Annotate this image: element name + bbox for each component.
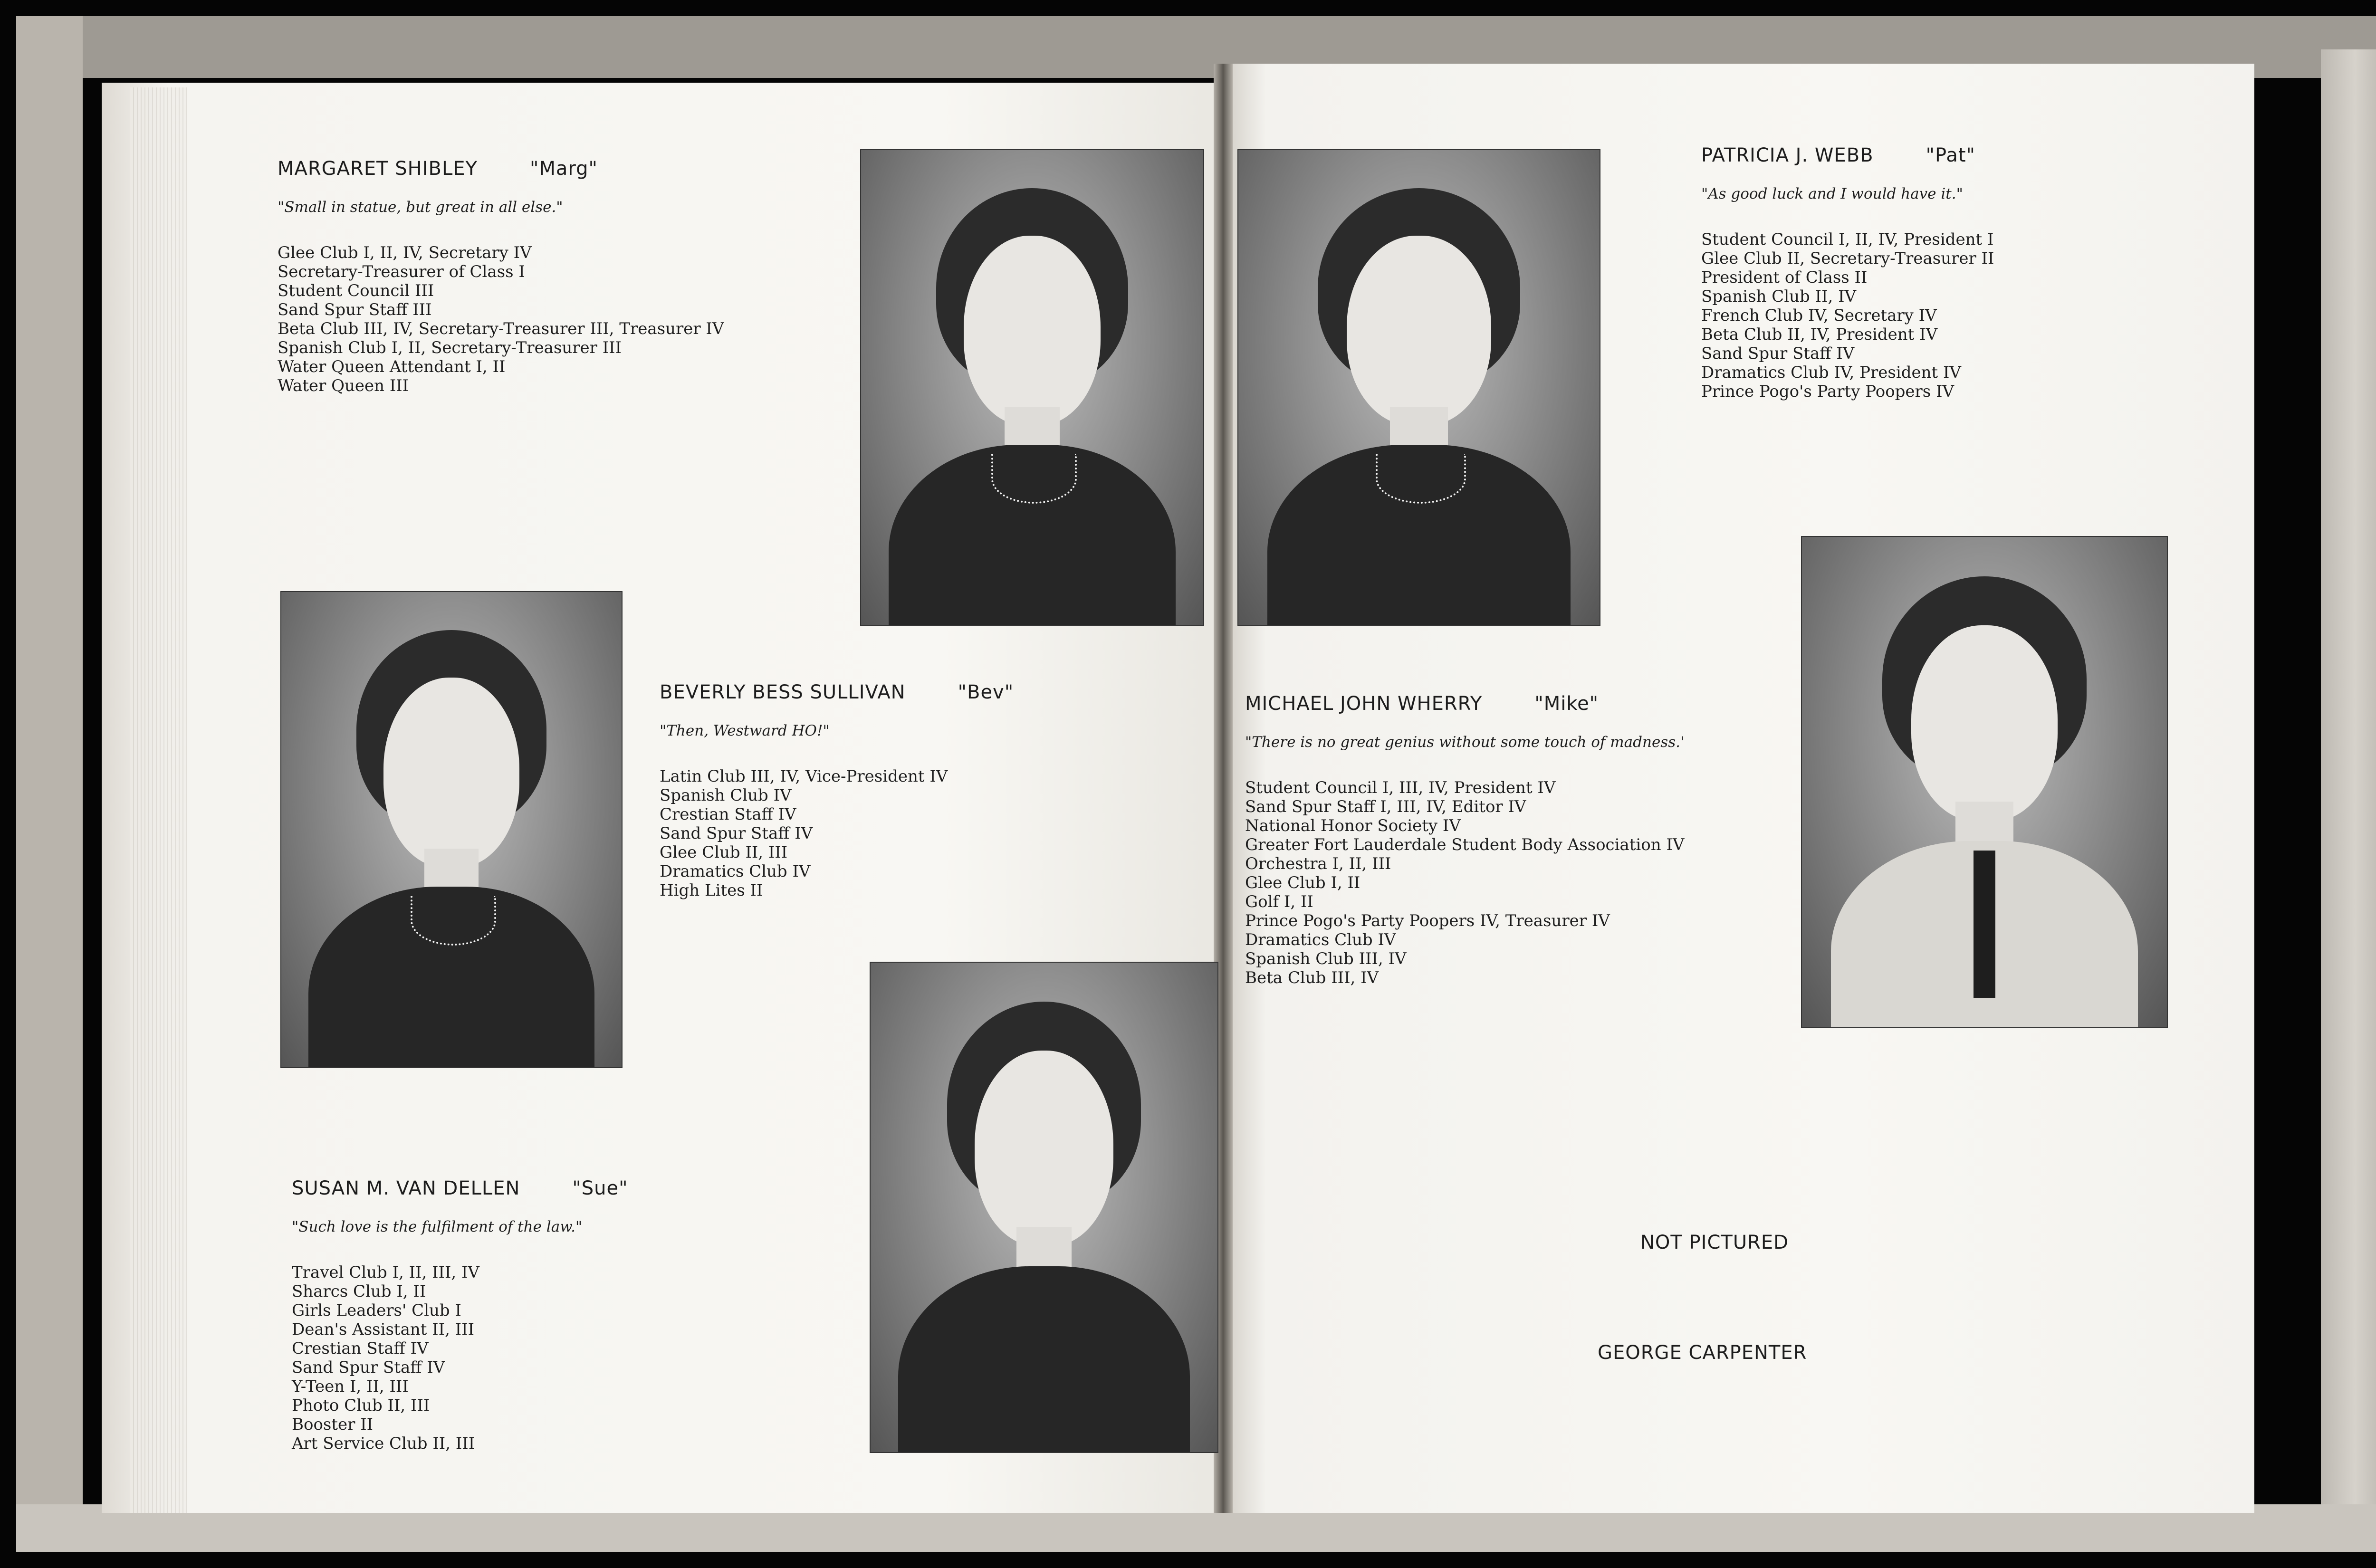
activity-item: Crestian Staff IV xyxy=(660,805,796,824)
page-edges xyxy=(130,87,187,1513)
activity-item: Crestian Staff IV xyxy=(292,1339,429,1358)
activity-item: Secretary-Treasurer of Class I xyxy=(278,262,525,281)
not-pictured-name: GEORGE CARPENTER xyxy=(1598,1342,1807,1364)
senior-nickname: "Marg" xyxy=(529,158,598,180)
portrait-photo-sullivan xyxy=(280,591,623,1068)
activity-item: Glee Club II, III xyxy=(660,843,788,862)
activity-item: Sand Spur Staff I, III, IV, Editor IV xyxy=(1245,797,1526,816)
photo-face xyxy=(975,1051,1113,1246)
activity-item: Y-Teen I, II, III xyxy=(292,1377,409,1396)
book-cover-left xyxy=(16,16,83,1552)
portrait-photo-van-dellen xyxy=(870,962,1218,1453)
activity-item: Dramatics Club IV xyxy=(660,862,811,881)
senior-entry-wherry xyxy=(1245,693,1685,987)
senior-entry-sullivan xyxy=(660,681,1014,900)
senior-name: MICHAEL JOHN WHERRY xyxy=(1245,693,1483,715)
senior-quote: "Small in statue, but great in all else." xyxy=(278,199,563,216)
senior-name-line xyxy=(1701,144,1994,166)
activity-item: Glee Club I, II, IV, Secretary IV xyxy=(278,243,532,262)
portrait-photo-shibley xyxy=(860,149,1204,626)
senior-name-line xyxy=(660,681,1014,703)
activity-list xyxy=(278,243,724,395)
photo-pearls xyxy=(991,454,1077,504)
activity-list xyxy=(1701,230,1994,401)
photo-tie xyxy=(1974,851,1995,998)
yearbook-spread xyxy=(16,16,2376,1552)
activity-item: Greater Fort Lauderdale Student Body Association IV xyxy=(1245,835,1685,854)
activity-item: High Lites II xyxy=(660,881,763,900)
activity-item: Spanish Club IV xyxy=(660,786,792,805)
senior-quote: "There is no great genius without some touch of madness.' xyxy=(1245,734,1685,751)
activity-item: Beta Club II, IV, President IV xyxy=(1701,325,1938,344)
activity-item: Sand Spur Staff IV xyxy=(1701,344,1855,363)
activity-item: Girls Leaders' Club I xyxy=(292,1301,461,1320)
activity-item: Prince Pogo's Party Poopers IV, Treasurer IV xyxy=(1245,911,1610,930)
senior-nickname: "Pat" xyxy=(1926,144,1975,166)
activity-item: Art Service Club II, III xyxy=(292,1434,475,1453)
senior-name-line xyxy=(292,1177,628,1199)
photo-face xyxy=(1347,236,1491,426)
portrait-photo-webb xyxy=(1237,149,1600,626)
senior-quote: "As good luck and I would have it." xyxy=(1701,185,1963,202)
activity-item: Student Council III xyxy=(278,281,434,300)
activity-item: Dramatics Club IV, President IV xyxy=(1701,363,1961,382)
activity-item: Student Council I, III, IV, President IV xyxy=(1245,778,1556,797)
activity-item: Spanish Club II, IV xyxy=(1701,287,1857,306)
senior-name: PATRICIA J. WEBB xyxy=(1701,144,1874,166)
activity-item: Student Council I, II, IV, President I xyxy=(1701,230,1994,249)
activity-item: Sand Spur Staff IV xyxy=(660,824,813,843)
senior-name-line xyxy=(278,158,724,180)
activity-item: Orchestra I, II, III xyxy=(1245,854,1391,873)
photo-pearls xyxy=(411,896,496,946)
senior-entry-van-dellen xyxy=(292,1177,628,1453)
activity-item: Water Queen III xyxy=(278,376,409,395)
activity-item: Spanish Club I, II, Secretary-Treasurer III xyxy=(278,338,622,357)
activity-item: French Club IV, Secretary IV xyxy=(1701,306,1937,325)
activity-item: President of Class II xyxy=(1701,268,1868,287)
senior-name-line xyxy=(1245,693,1685,715)
activity-item: Beta Club III, IV xyxy=(1245,968,1379,987)
photo-face xyxy=(1911,625,2057,822)
activity-item: Glee Club II, Secretary-Treasurer II xyxy=(1701,249,1994,268)
activity-item: Sharcs Club I, II xyxy=(292,1282,426,1301)
senior-quote: "Such love is the fulfilment of the law." xyxy=(292,1218,583,1235)
senior-entry-shibley xyxy=(278,158,724,395)
activity-list xyxy=(660,767,1014,900)
senior-nickname: "Bev" xyxy=(958,681,1014,703)
senior-entry-webb xyxy=(1701,144,1994,401)
activity-item: Sand Spur Staff III xyxy=(278,300,432,319)
senior-name: SUSAN M. VAN DELLEN xyxy=(292,1177,520,1199)
activity-item: Sand Spur Staff IV xyxy=(292,1358,445,1377)
activity-item: Photo Club II, III xyxy=(292,1396,430,1415)
photo-face xyxy=(964,236,1101,426)
activity-item: Spanish Club III, IV xyxy=(1245,949,1407,968)
photo-face xyxy=(383,678,519,868)
senior-nickname: "Sue" xyxy=(572,1177,628,1199)
not-pictured-heading: NOT PICTURED xyxy=(1640,1232,1789,1253)
activity-item: Beta Club III, IV, Secretary-Treasurer III, Treasurer IV xyxy=(278,319,724,338)
senior-name: BEVERLY BESS SULLIVAN xyxy=(660,681,906,703)
senior-quote: "Then, Westward HO!" xyxy=(660,722,830,739)
photo-sweater xyxy=(898,1266,1189,1453)
activity-item: Dramatics Club IV xyxy=(1245,930,1396,949)
senior-name: MARGARET SHIBLEY xyxy=(278,158,478,180)
activity-item: Prince Pogo's Party Poopers IV xyxy=(1701,382,1954,401)
senior-nickname: "Mike" xyxy=(1534,693,1599,715)
activity-item: Travel Club I, II, III, IV xyxy=(292,1263,479,1282)
book-cover-right xyxy=(2321,49,2376,1541)
activity-list xyxy=(292,1263,628,1453)
activity-item: Dean's Assistant II, III xyxy=(292,1320,474,1339)
activity-item: Water Queen Attendant I, II xyxy=(278,357,506,376)
photo-pearls xyxy=(1376,454,1466,504)
activity-item: Booster II xyxy=(292,1415,374,1434)
activity-item: Latin Club III, IV, Vice-President IV xyxy=(660,767,948,786)
activity-list xyxy=(1245,778,1685,987)
activity-item: Golf I, II xyxy=(1245,892,1313,911)
portrait-photo-wherry xyxy=(1801,536,2168,1028)
activity-item: National Honor Society IV xyxy=(1245,816,1461,835)
activity-item: Glee Club I, II xyxy=(1245,873,1360,892)
